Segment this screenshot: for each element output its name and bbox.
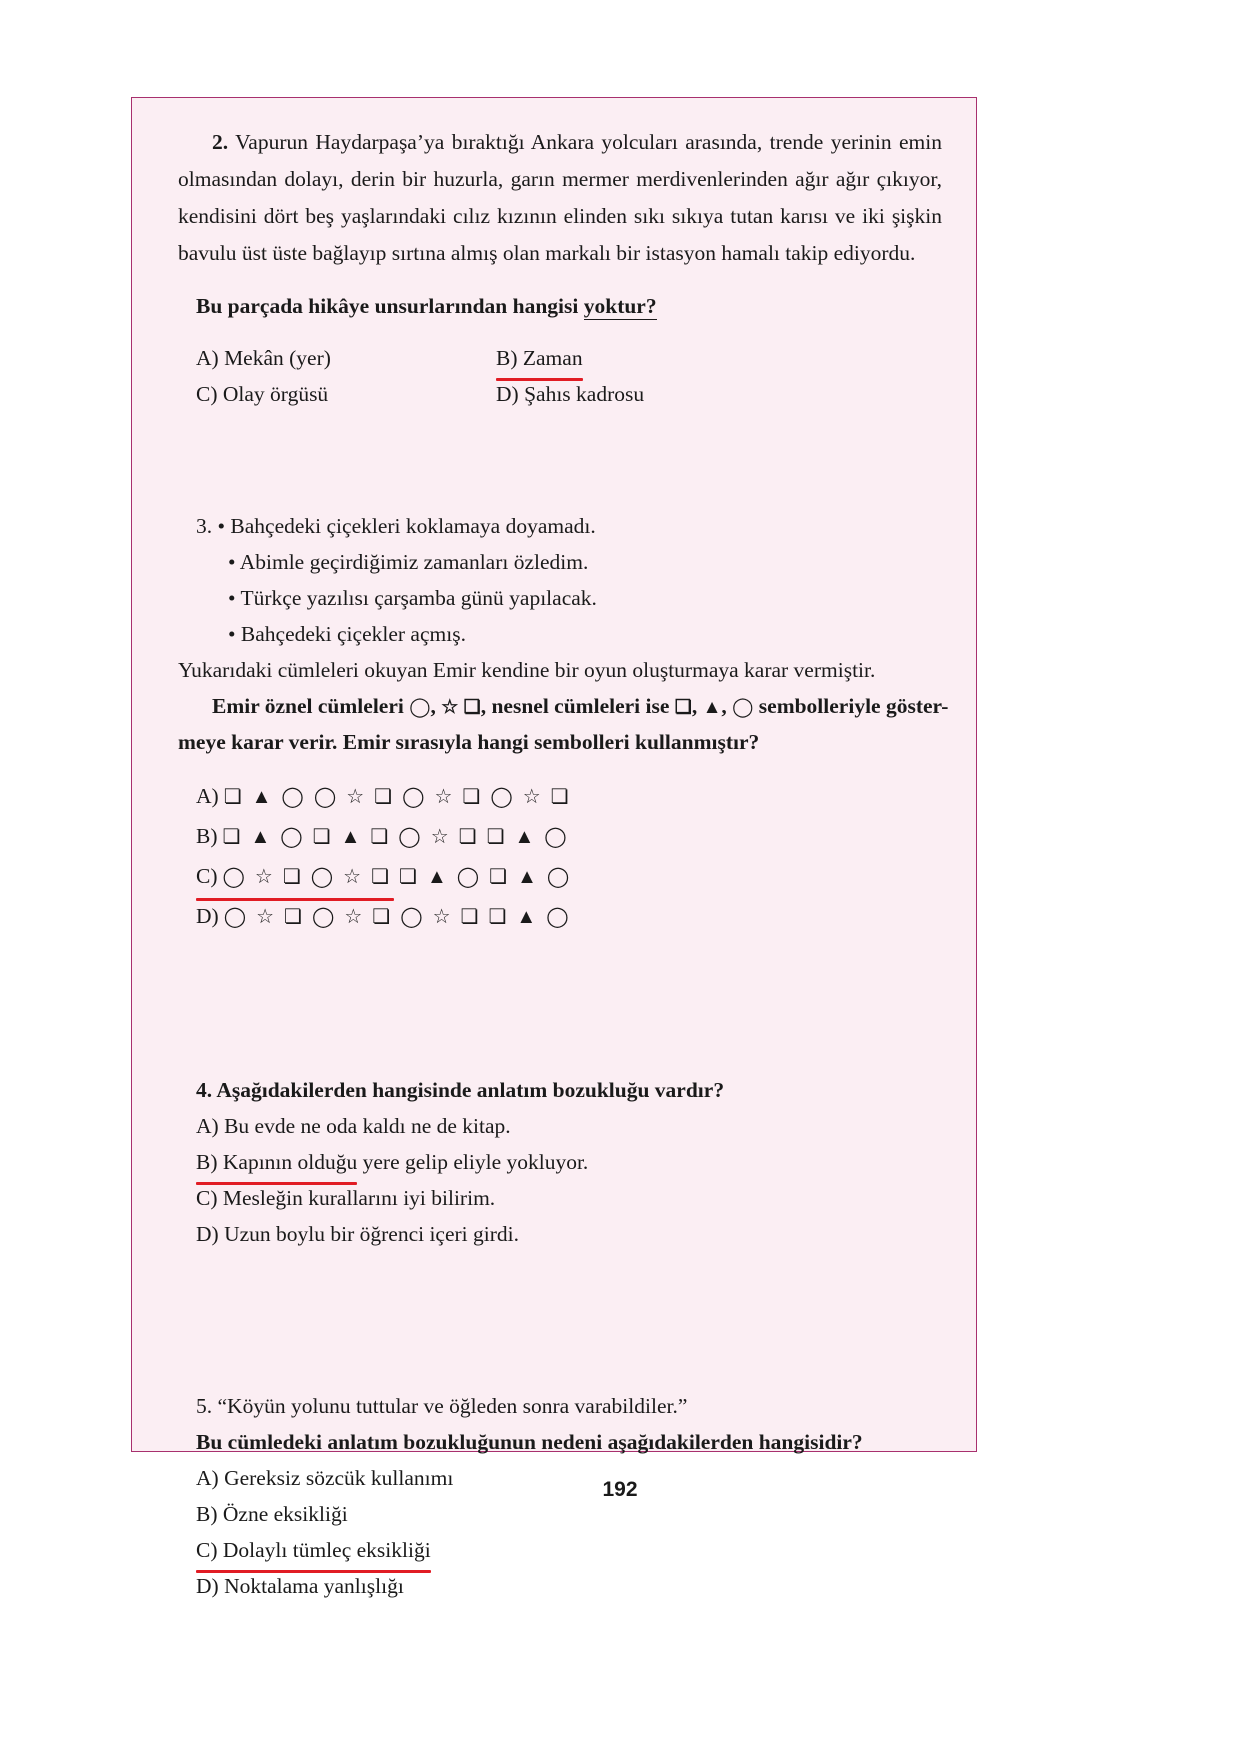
question-4-prompt-text: Aşağıdakilerden hangisinde anlatım bozukluğu vardır?	[216, 1078, 725, 1102]
question-4-option-d[interactable]	[178, 1216, 950, 1252]
question-3-bullet-2: • Abimle geçirdiğimiz zamanları özledim.	[228, 550, 589, 574]
question-3-number: 3.	[196, 514, 213, 538]
question-4-option-c[interactable]	[178, 1180, 950, 1216]
triangle-filled-icon: ▲	[514, 826, 535, 848]
option-label: A)	[196, 784, 219, 808]
option-text: Dolaylı tümleç eksikliği	[222, 1538, 431, 1562]
circle-icon: ◯	[546, 906, 569, 928]
triangle-filled-icon: ▲	[250, 826, 271, 848]
option-label: C)	[196, 864, 218, 888]
star-icon: ☆	[434, 786, 453, 808]
question-3-option-a[interactable]	[178, 776, 950, 816]
option-label: B)	[496, 346, 518, 370]
question-4-option-b[interactable]	[178, 1144, 950, 1180]
option-label: C)	[196, 1538, 218, 1562]
option-text: Özne eksikliği	[222, 1502, 348, 1526]
star-icon: ☆	[432, 906, 451, 928]
question-5-quote-text: “Köyün yolunu tuttular ve öğleden sonra varabildiler.”	[217, 1394, 688, 1418]
circle-icon: ◯	[456, 866, 480, 888]
option-text: Bu evde ne oda kaldı ne de kitap.	[224, 1114, 511, 1138]
rule-part-2: , nesnel cümleleri ise	[480, 694, 675, 718]
option-text: Zaman	[522, 346, 583, 370]
correct-answer-marker	[196, 856, 394, 896]
circle-icon: ◯	[222, 866, 245, 888]
circle-icon: ◯	[310, 866, 334, 888]
option-text: Uzun boylu bir öğrenci içeri girdi.	[224, 1222, 520, 1246]
triangle-filled-icon: ▲	[516, 906, 537, 928]
question-2-options-row-1	[178, 340, 950, 376]
question-2-passage-text: Vapurun Haydarpaşa’ya bıraktığı Ankara yolcuları arasında, trende yerinin emin olmasından dolayı, derin bir huzurla, garın mermer merdivenlerinden ağır ağır çıkıyor, kendisini dört beş yaşlarındaki cılız kızının elinden sıkı sıkıya tutan karısı ve iki şişkin bavulu üst üste bağlayıp sırtına almış olan markalı bir istasyon hamalı takip ediyordu.	[178, 130, 942, 265]
question-2-passage	[178, 124, 950, 272]
circle-icon: ◯	[400, 906, 423, 928]
circle-icon: ◯	[281, 786, 304, 808]
question-2-prompt-text: Bu parçada hikâye unsurlarından hangisi	[196, 294, 584, 318]
page-number: 192	[602, 1478, 638, 1501]
square-icon: ❏	[284, 906, 302, 928]
option-label: D)	[496, 382, 519, 406]
bullet-text: • Bahçedeki çiçekleri koklamaya doyamadı.	[217, 514, 596, 538]
option-text: Gereksiz sözcük kullanımı	[224, 1466, 454, 1490]
square-icon: ❏	[489, 866, 508, 888]
question-3-rule	[178, 688, 950, 760]
circle-icon: ◯	[398, 826, 421, 848]
square-icon: ❏	[462, 786, 481, 808]
square-icon: ❏	[222, 826, 241, 848]
square-icon: ❏	[312, 826, 331, 848]
circle-icon: ◯	[402, 786, 425, 808]
circle-icon: ◯	[280, 826, 303, 848]
circle-icon: ◯	[490, 786, 513, 808]
question-2-number: 2.	[212, 130, 229, 154]
correct-answer-marker	[496, 340, 583, 376]
triangle-filled-icon: ▲	[251, 786, 272, 808]
correct-answer-marker	[196, 1144, 357, 1180]
question-4-option-a[interactable]	[178, 1108, 950, 1144]
square-icon: ❏	[460, 906, 479, 928]
question-5-option-d[interactable]	[178, 1568, 950, 1604]
question-2-prompt-emphasis: yoktur?	[583, 294, 657, 318]
option-text: Noktalama yanlışlığı	[224, 1574, 404, 1598]
question-2-option-a[interactable]	[196, 340, 496, 376]
rule-part-1: Emir öznel cümleleri	[212, 694, 410, 718]
option-text: Mekân (yer)	[224, 346, 331, 370]
square-icon: ❏	[370, 826, 389, 848]
rule-comma-3: ,	[721, 694, 733, 718]
square-icon: ❏	[223, 786, 242, 808]
question-2-option-b[interactable]	[496, 340, 583, 376]
square-icon: ❏	[282, 866, 301, 888]
square-icon: ❏	[488, 906, 507, 928]
square-icon: ❏	[399, 866, 417, 888]
rule-comma-2: ,	[691, 694, 703, 718]
rule-part-3: sembolleriyle göster-	[753, 694, 949, 718]
star-icon: ☆	[430, 826, 449, 848]
option-text-rest: yere gelip eliyle yokluyor.	[362, 1150, 589, 1174]
question-5-number: 5.	[196, 1394, 213, 1418]
triangle-filled-icon: ▲	[340, 826, 361, 848]
square-icon: ❏	[372, 906, 391, 928]
square-icon: ❏	[374, 786, 393, 808]
circle-icon: ◯	[313, 786, 337, 808]
question-3-bullet-4: • Bahçedeki çiçekler açmış.	[228, 622, 466, 646]
question-4-number: 4.	[196, 1078, 213, 1102]
rule-line-2: meye karar verir. Emir sırasıyla hangi sembolleri kullanmıştır?	[178, 730, 760, 754]
question-3	[178, 508, 950, 936]
question-2-options-row-2	[178, 376, 950, 412]
triangle-filled-icon: ▲	[517, 866, 537, 888]
square-icon: ❏	[458, 826, 477, 848]
option-text: Şahıs kadrosu	[524, 382, 645, 406]
option-label: C)	[196, 1186, 218, 1210]
circle-icon: ◯	[311, 906, 335, 928]
star-icon: ☆	[522, 786, 541, 808]
question-2-prompt	[178, 288, 950, 324]
question-5-option-c[interactable]	[178, 1532, 950, 1568]
star-icon: ☆	[343, 866, 362, 888]
option-label: B)	[196, 824, 218, 848]
square-icon: ❏	[550, 786, 569, 808]
question-5-prompt: Bu cümledeki anlatım bozukluğunun nedeni aşağıdakilerden hangisidir?	[196, 1430, 863, 1454]
question-5-quote	[178, 1388, 950, 1424]
star-icon: ☆	[344, 906, 363, 928]
option-label: A)	[196, 1466, 219, 1490]
square-icon: ❏	[674, 697, 692, 718]
triangle-filled-icon: ▲	[702, 697, 722, 718]
star-icon: ☆	[346, 786, 365, 808]
option-label: B)	[196, 1502, 218, 1526]
option-label: D)	[196, 1574, 219, 1598]
correct-answer-marker	[196, 1532, 431, 1568]
option-text: Mesleğin kurallarını iyi bilirim.	[222, 1186, 496, 1210]
option-label: A)	[196, 346, 219, 370]
question-2-option-d[interactable]	[496, 376, 644, 412]
square-icon: ❏	[463, 697, 481, 718]
option-text: Olay örgüsü	[222, 382, 329, 406]
star-icon: ☆	[254, 866, 273, 888]
question-3-option-d[interactable]	[178, 896, 950, 936]
option-label: B)	[196, 1150, 218, 1174]
rule-comma-1: ,	[430, 694, 442, 718]
question-3-bullet-3: • Türkçe yazılısı çarşamba günü yapılacak.	[228, 586, 597, 610]
question-4-prompt	[178, 1072, 950, 1108]
circle-icon: ◯	[732, 697, 754, 718]
question-3-bullet-1	[178, 508, 950, 544]
circle-icon: ◯	[409, 697, 431, 718]
option-text-underlined: Kapının olduğu	[222, 1150, 358, 1174]
question-3-lead-in: Yukarıdaki cümleleri okuyan Emir kendine bir oyun oluşturmaya karar vermiştir.	[178, 658, 876, 682]
square-icon: ❏	[371, 866, 390, 888]
question-3-option-b[interactable]	[178, 816, 950, 856]
option-label: D)	[196, 1222, 219, 1246]
star-icon: ☆	[441, 697, 459, 718]
circle-icon: ◯	[223, 906, 247, 928]
option-label: D)	[196, 904, 219, 928]
circle-icon: ◯	[546, 866, 570, 888]
question-2	[178, 124, 950, 412]
star-icon: ☆	[256, 906, 275, 928]
triangle-filled-icon: ▲	[426, 866, 447, 888]
option-label: A)	[196, 1114, 219, 1138]
circle-icon: ◯	[544, 826, 567, 848]
square-icon: ❏	[486, 826, 505, 848]
question-3-option-c[interactable]	[178, 856, 950, 896]
option-label: C)	[196, 382, 218, 406]
question-4	[178, 1072, 950, 1252]
question-2-option-c[interactable]	[196, 376, 496, 412]
